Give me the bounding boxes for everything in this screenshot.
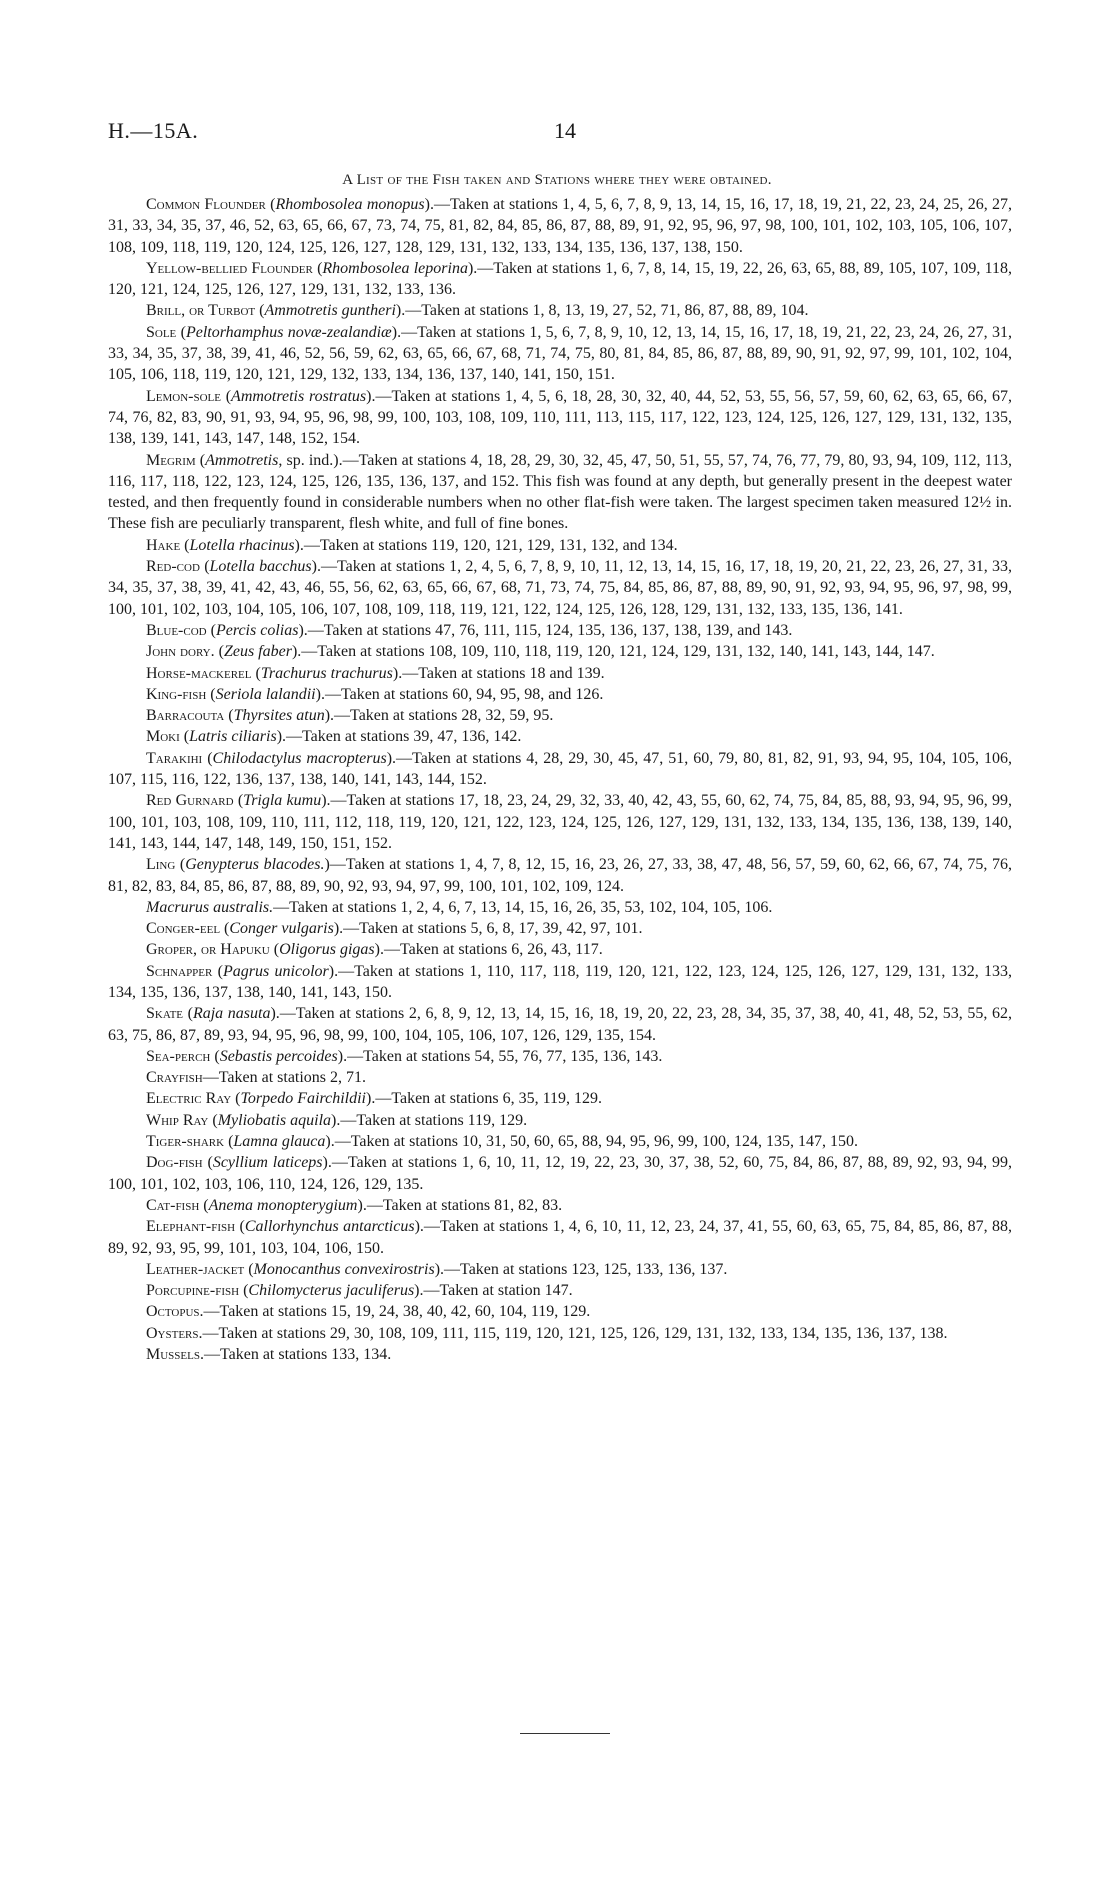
fish-common-name: Skate	[146, 1005, 184, 1023]
fish-entry	[108, 1280, 1012, 1301]
paren-close: ).	[324, 707, 335, 725]
fish-entry	[108, 939, 1012, 960]
fish-scientific-name: Monocanthus convexirostris	[253, 1260, 435, 1278]
fish-entry	[108, 1046, 1012, 1067]
paren-open: (	[269, 941, 280, 959]
paren-open: (	[180, 536, 190, 554]
fish-entry	[108, 1110, 1012, 1131]
fish-common-name: Schnapper	[146, 962, 213, 980]
paren-close: ).	[392, 664, 403, 682]
paren-open: (	[195, 451, 206, 469]
fish-entry	[108, 663, 1012, 684]
fish-entry	[108, 748, 1012, 791]
paren-open: (	[212, 962, 224, 980]
fish-common-name: Cat-fish	[146, 1196, 200, 1214]
station-list: —Taken at stations 119, 120, 121, 129, 131, 132, and 134.	[303, 536, 678, 554]
station-list: —Taken at stations 1, 2, 4, 5, 6, 7, 8, 9, 10, 11, 12, 13, 14, 15, 16, 17, 18, 19, 20, 21, 22, 23, 26, 27, 31, 33, 34, 35, 37, 38, 39, 41, 42, 43, 46, 55, 56, 62, 63, 65, 66, 67, 68, 71, 73, 74, 75, 84, 85, 86, 87, 88, 89, 90, 91, 92, 93, 94, 95, 96, 97, 98, 99, 100, 101, 102, 103, 104, 105, 106, 107, 108, 109, 118, 119, 121, 122, 124, 125, 126, 128, 129, 131, 132, 133, 135, 136, 141.	[108, 558, 1013, 618]
fish-scientific-name: Torpedo Fairchildii	[240, 1090, 366, 1108]
paren-open: (	[176, 323, 186, 341]
fish-common-name: Oysters.	[146, 1324, 203, 1342]
paren-open: (	[224, 1133, 234, 1151]
fish-scientific-name: Macrurus australis.	[146, 898, 274, 916]
paren-close: ).	[321, 792, 331, 810]
paren-open: (	[235, 1218, 245, 1236]
station-list: —Taken at stations 1, 2, 4, 6, 7, 13, 14, 15, 16, 26, 35, 53, 102, 104, 105, 106.	[273, 898, 773, 916]
paren-close: ).	[366, 387, 376, 405]
station-list: —Taken at stations 60, 94, 95, 98, and 126.	[324, 685, 604, 703]
fish-common-name: Brill, or Turbot	[146, 302, 256, 320]
paren-close: ).	[467, 259, 478, 277]
station-list: —Taken at stations 6, 35, 119, 129.	[375, 1090, 603, 1108]
station-list: —Taken at stations 1, 4, 7, 8, 12, 15, 16, 23, 26, 27, 33, 38, 47, 48, 56, 57, 59, 60, 62, 66, 67, 74, 75, 76, 81, 82, 83, 84, 85, 86, 87, 88, 89, 90, 92, 93, 94, 97, 99, 100, 101, 102, 109, 124.	[108, 856, 1013, 895]
station-list: —Taken at stations 2, 6, 8, 9, 12, 13, 14, 15, 16, 18, 19, 20, 22, 23, 28, 34, 35, 37, 38, 40, 41, 48, 52, 53, 55, 62, 63, 75, 86, 87, 89, 93, 94, 95, 96, 98, 99, 100, 104, 105, 106, 107, 126, 129, 135, 154.	[108, 1005, 1013, 1044]
paren-open: (	[221, 387, 232, 405]
paren-close: ).	[424, 196, 434, 213]
paren-close: ).	[357, 1196, 367, 1214]
fish-entry	[108, 790, 1012, 854]
paren-open: (	[183, 1005, 193, 1023]
fish-list	[108, 194, 1012, 1365]
fish-common-name: Yellow-bellied Flounder	[146, 259, 313, 277]
fish-scientific-name: Trigla kumu	[243, 792, 322, 810]
station-list: —Taken at stations 54, 55, 76, 77, 135, 136, 143.	[347, 1047, 663, 1065]
paren-open: (	[244, 1260, 254, 1278]
fish-common-name: Megrim	[146, 451, 196, 469]
fish-scientific-name: Conger vulgaris	[229, 920, 334, 938]
fish-common-name: Leather-jacket	[146, 1260, 245, 1278]
fish-scientific-name: Rhombosolea monopus	[275, 196, 425, 213]
paren-open: (	[214, 643, 224, 661]
paren-close: ).	[391, 323, 402, 341]
fish-scientific-name: Raja nasuta	[192, 1005, 271, 1023]
fish-entry	[108, 854, 1012, 897]
paren-open: (	[206, 621, 216, 639]
paren-close: ).	[434, 1260, 445, 1278]
station-list: —Taken at stations 108, 109, 110, 118, 119, 120, 121, 124, 129, 131, 132, 140, 141, 143, 144, 147.	[301, 643, 935, 661]
station-list: —Taken at stations 1, 8, 13, 19, 27, 52, 71, 86, 87, 88, 89, 104.	[405, 302, 809, 320]
fish-entry	[108, 535, 1012, 556]
fish-common-name: Conger-eel	[146, 920, 221, 938]
station-list: —Taken at stations 133, 134.	[203, 1346, 392, 1364]
paren-close: ).	[414, 1282, 424, 1300]
station-list: —Taken at stations 1, 6, 10, 11, 12, 19, 22, 23, 30, 37, 38, 52, 60, 75, 84, 86, 87, 88, 89, 92, 93, 94, 99, 100, 101, 102, 103, 106, 110, 124, 126, 129, 135.	[108, 1154, 1013, 1193]
fish-common-name: Porcupine-fish	[146, 1282, 240, 1300]
fish-entry	[108, 450, 1012, 535]
station-list: —Taken at stations 17, 18, 23, 24, 29, 32, 33, 40, 42, 43, 55, 60, 62, 74, 75, 84, 85, 88, 93, 94, 95, 96, 99, 100, 101, 103, 108, 109, 110, 111, 112, 118, 119, 120, 121, 122, 123, 124, 125, 126, 127, 129, 131, 132, 133, 134, 135, 136, 138, 139, 140, 141, 143, 144, 147, 148, 149, 150, 151, 152.	[108, 792, 1013, 852]
paren-close: ).	[414, 1218, 424, 1236]
paren-close: ).	[325, 1133, 335, 1151]
fish-common-name: Groper, or Hapuku	[146, 941, 270, 959]
paren-close: ).	[337, 1047, 348, 1065]
fish-scientific-name: Zeus faber	[223, 643, 292, 661]
paren-open: (	[255, 302, 265, 320]
fish-scientific-name: Anema monopterygium	[208, 1196, 358, 1214]
page-number: 14	[554, 118, 576, 143]
paren-close: ).	[386, 749, 397, 767]
fish-entry	[108, 641, 1012, 662]
paren-open: (	[175, 856, 186, 874]
fish-common-name: Barracouta	[146, 707, 225, 725]
fish-scientific-name: Sebastis percoides	[219, 1047, 338, 1065]
station-list: —Taken at stations 4, 18, 28, 29, 30, 32, 45, 47, 50, 51, 55, 57, 74, 76, 77, 79, 80, 93, 94, 109, 112, 113, 116, 117, 118, 122, 123, 124, 125, 126, 135, 136, 137, and 152. This fish was found at any depth, but generally present in the deepest water tested, and then frequently found in considerable numbers when no other flat-fish were taken. The largest specimen taken measured 12½ in. These fish are peculiarly transparent, flesh white, and full of fine bones.	[108, 451, 1013, 533]
fish-entry	[108, 1152, 1012, 1195]
fish-common-name: Hake	[146, 536, 181, 554]
station-list: —Taken at stations 39, 47, 136, 142.	[286, 728, 522, 746]
fish-scientific-name: Latris ciliaris	[189, 728, 277, 746]
paren-close: )	[324, 856, 330, 874]
paren-close: ).	[298, 621, 308, 639]
station-list: —Taken at stations 2, 71.	[202, 1069, 367, 1087]
fish-common-name: Common Flounder	[146, 196, 266, 213]
fish-common-name: John dory.	[146, 643, 215, 661]
paren-open: (	[202, 1154, 213, 1172]
station-list: —Taken at stations 29, 30, 108, 109, 111, 115, 119, 120, 121, 125, 126, 129, 131, 132, 133, 134, 135, 136, 137, 138.	[202, 1324, 948, 1342]
station-list: —Taken at stations 1, 5, 6, 7, 8, 9, 10, 12, 13, 14, 15, 16, 17, 18, 19, 21, 22, 23, 24, 26, 27, 31, 33, 34, 35, 37, 38, 39, 41, 46, 52, 56, 59, 62, 63, 65, 66, 67, 68, 71, 74, 75, 80, 81, 84, 85, 86, 87, 88, 89, 90, 91, 92, 97, 99, 101, 102, 104, 105, 106, 118, 119, 120, 121, 129, 132, 133, 134, 136, 137, 140, 141, 150, 151.	[108, 323, 1013, 384]
fish-common-name: Octopus.	[146, 1303, 204, 1321]
station-list: —Taken at stations 1, 110, 117, 118, 119, 120, 121, 122, 123, 124, 125, 126, 127, 129, 131, 132, 133, 134, 135, 136, 137, 138, 140, 141, 143, 150.	[108, 962, 1013, 1001]
station-list: —Taken at stations 15, 19, 24, 38, 40, 42, 60, 104, 119, 129.	[203, 1303, 591, 1321]
fish-common-name: Electric Ray	[146, 1090, 232, 1108]
paren-close: ).	[315, 685, 325, 703]
fish-common-name: Dog-fish	[146, 1154, 203, 1172]
fish-common-name: Tarakihi	[146, 749, 203, 767]
paren-close: ).	[374, 941, 384, 959]
paren-open: (	[220, 920, 230, 938]
fish-common-name: Lemon-sole	[146, 387, 221, 405]
paren-open: (	[224, 707, 234, 725]
fish-common-name: Mussels.	[146, 1346, 204, 1364]
fish-common-name: Ling	[146, 856, 176, 874]
fish-entry	[108, 258, 1012, 301]
fish-common-name: Tiger-shark	[146, 1133, 225, 1151]
fish-scientific-name: Percis colias	[215, 621, 299, 639]
station-list: —Taken at stations 1, 4, 5, 6, 18, 28, 30, 32, 40, 44, 52, 53, 55, 56, 57, 59, 60, 62, 63, 65, 66, 67, 74, 76, 82, 83, 90, 91, 93, 94, 95, 96, 98, 99, 100, 103, 108, 109, 110, 111, 113, 115, 117, 122, 123, 124, 125, 126, 127, 129, 131, 132, 135, 138, 139, 141, 143, 147, 148, 152, 154.	[108, 387, 1013, 448]
paren-close: ).	[294, 536, 304, 554]
fish-entry	[108, 705, 1012, 726]
list-title: A List of the Fish taken and Stations where they were obtained.	[342, 172, 772, 188]
station-list: —Taken at stations 119, 129.	[340, 1111, 528, 1129]
paren-open: (	[233, 792, 244, 810]
paren-close: ).	[311, 558, 321, 576]
fish-scientific-name: Lotella rhacinus	[189, 536, 295, 554]
fish-scientific-name: Genypterus blacodes.	[185, 856, 325, 874]
fish-common-name: Red Gurnard	[146, 792, 234, 810]
station-list: —Taken at stations 123, 125, 133, 136, 137.	[444, 1260, 728, 1278]
fish-scientific-name: Lamna glauca	[233, 1133, 326, 1151]
paren-open: (	[210, 1047, 220, 1065]
fish-entry	[108, 1195, 1012, 1216]
fish-common-name: Elephant-fish	[146, 1218, 236, 1236]
fish-scientific-name: Ammotretis	[205, 451, 279, 469]
fish-scientific-name: Seriola lalandii	[215, 685, 316, 703]
fish-scientific-name: Peltorhamphus novæ-zealandiæ	[185, 323, 392, 341]
fish-scientific-name: Ammotretis rostratus	[231, 387, 367, 405]
fish-common-name: King-fish	[146, 685, 207, 703]
fish-scientific-name: Callorhynchus antarcticus	[244, 1218, 415, 1236]
fish-common-name: Whip Ray	[146, 1111, 209, 1129]
fish-entry	[108, 1259, 1012, 1280]
fish-entry	[108, 556, 1012, 620]
station-list: —Taken at stations 1, 4, 6, 10, 11, 12, 23, 24, 37, 41, 55, 60, 63, 65, 75, 84, 85, 86, 87, 88, 89, 92, 93, 95, 99, 101, 103, 104, 106, 150.	[108, 1218, 1013, 1257]
fish-entry	[108, 1301, 1012, 1322]
paren-open: (	[312, 259, 323, 277]
page-ref: H.—15A.	[108, 118, 199, 143]
fish-entry	[108, 386, 1012, 450]
fish-entry	[108, 726, 1012, 747]
paren-close: ).	[395, 302, 406, 320]
fish-common-name: Red-cod	[146, 558, 200, 576]
end-rule	[520, 1733, 610, 1734]
fish-entry	[108, 684, 1012, 705]
fish-entry	[108, 620, 1012, 641]
fish-common-name: Blue-cod	[146, 621, 207, 639]
fish-scientific-name: Ammotretis guntheri	[264, 302, 396, 320]
paren-close: ).	[291, 643, 302, 661]
fish-scientific-name: Lotella bacchus	[209, 558, 312, 576]
fish-entry	[108, 961, 1012, 1004]
fish-entry	[108, 1323, 1012, 1344]
paren-close: ).	[331, 1111, 341, 1129]
fish-common-name: Crayfish	[146, 1069, 203, 1087]
fish-common-name: Sole	[146, 323, 177, 341]
station-list: —Taken at stations 47, 76, 111, 115, 124, 135, 136, 137, 138, 139, and 143.	[307, 621, 793, 639]
paren-close: ).	[328, 962, 339, 980]
fish-scientific-name: Oligorus gigas	[279, 941, 375, 959]
paren-close: , sp. ind.).	[278, 451, 343, 469]
fish-common-name: Moki	[146, 728, 180, 746]
station-list: —Taken at stations 4, 28, 29, 30, 45, 47, 51, 60, 79, 80, 81, 82, 91, 93, 94, 95, 104, 105, 106, 107, 115, 116, 122, 136, 137, 138, 140, 141, 143, 144, 152.	[108, 749, 1013, 789]
paren-open: (	[265, 196, 276, 213]
paren-close: ).	[365, 1090, 376, 1108]
fish-entry	[108, 1131, 1012, 1152]
paren-close: ).	[270, 1005, 280, 1023]
station-list: —Taken at stations 1, 4, 5, 6, 7, 8, 9, 13, 14, 15, 16, 17, 18, 19, 21, 22, 23, 24, 25, 26, 27, 31, 33, 34, 35, 37, 46, 52, 63, 65, 66, 67, 73, 74, 75, 81, 82, 84, 85, 86, 87, 88, 89, 91, 92, 95, 96, 97, 98, 100, 101, 102, 103, 105, 106, 107, 108, 109, 118, 119, 120, 124, 125, 126, 127, 128, 129, 131, 132, 133, 134, 135, 136, 137, 138, 150.	[108, 196, 1013, 256]
paren-close: ).	[276, 728, 287, 746]
fish-scientific-name: Rhombosolea leporina	[322, 259, 468, 277]
paren-open: (	[239, 1282, 249, 1300]
fish-entry	[108, 300, 1012, 321]
paren-open: (	[206, 685, 216, 703]
paren-open: (	[231, 1090, 241, 1108]
fish-scientific-name: Thyrsites atun	[233, 707, 325, 725]
paren-open: (	[208, 1111, 218, 1129]
fish-scientific-name: Scyllium laticeps	[212, 1154, 323, 1172]
paren-close: ).	[333, 920, 344, 938]
fish-entry	[108, 897, 1012, 918]
paren-close: ).	[322, 1154, 332, 1172]
fish-scientific-name: Myliobatis aquila	[217, 1111, 332, 1129]
fish-scientific-name: Chilomycterus jaculiferus	[248, 1282, 415, 1300]
station-list: —Taken at stations 18 and 139.	[402, 664, 605, 682]
station-list: —Taken at stations 28, 32, 59, 95.	[334, 707, 554, 725]
fish-entry	[108, 1216, 1012, 1259]
station-list: —Taken at stations 6, 26, 43, 117.	[383, 941, 603, 959]
station-list: —Taken at station 147.	[423, 1282, 573, 1300]
paren-open: (	[251, 664, 261, 682]
fish-common-name: Horse-mackerel	[146, 664, 252, 682]
station-list: —Taken at stations 1, 6, 7, 8, 14, 15, 19, 22, 26, 63, 65, 88, 89, 105, 107, 109, 118, 120, 121, 124, 125, 126, 127, 129, 131, 132, 133, 136.	[108, 259, 1013, 299]
paren-open: (	[202, 749, 213, 767]
station-list: —Taken at stations 81, 82, 83.	[366, 1196, 563, 1214]
fish-common-name: Sea-perch	[146, 1047, 211, 1065]
station-list: —Taken at stations 10, 31, 50, 60, 65, 88, 94, 95, 96, 99, 100, 124, 135, 147, 150.	[334, 1133, 859, 1151]
fish-entry	[108, 322, 1012, 386]
fish-entry	[108, 1344, 1012, 1365]
paren-open: (	[199, 558, 210, 576]
station-list: —Taken at stations 5, 6, 8, 17, 39, 42, 97, 101.	[343, 920, 643, 938]
fish-entry	[108, 1067, 1012, 1088]
fish-entry	[108, 918, 1012, 939]
fish-scientific-name: Pagrus unicolor	[223, 962, 329, 980]
paren-open: (	[199, 1196, 209, 1214]
fish-scientific-name: Trachurus trachurus	[260, 664, 393, 682]
fish-entry	[108, 1003, 1012, 1046]
fish-entry	[108, 194, 1012, 258]
fish-entry	[108, 1088, 1012, 1109]
fish-scientific-name: Chilodactylus macropterus	[212, 749, 387, 767]
paren-open: (	[179, 728, 190, 746]
